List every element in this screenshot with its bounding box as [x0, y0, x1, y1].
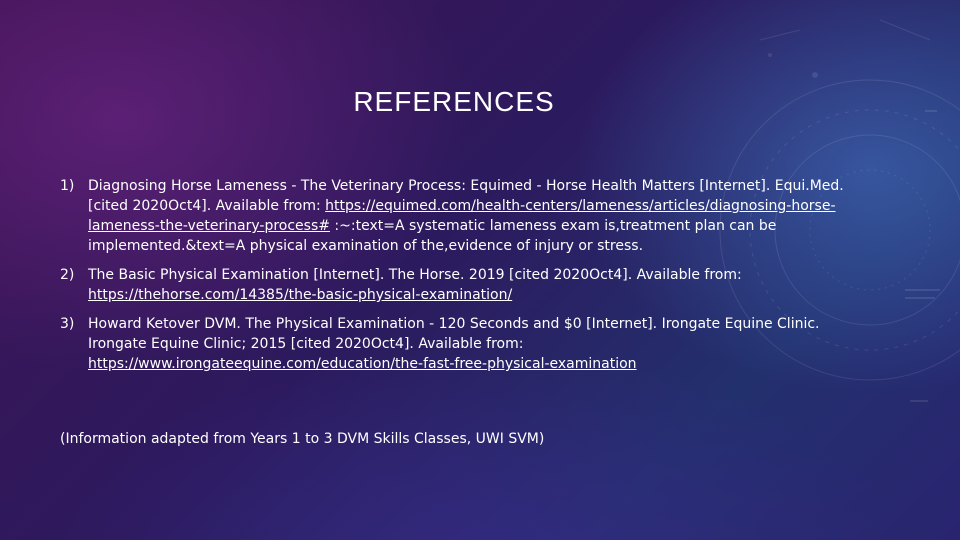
reference-link[interactable]: https://equimed.com/health-centers/lameness/articles/diagnosing-horse-lameness-the-veterinary-process# — [88, 198, 836, 234]
reference-item-3 — [60, 314, 860, 374]
reference-number: 3) — [60, 316, 75, 332]
reference-text-after: :~:text=A systematic lameness exam is,treatment plan can be implemented.&text=A physical examination of the,evidence of injury or stress. — [88, 218, 777, 254]
reference-text: Howard Ketover DVM. The Physical Examination - 120 Seconds and $0 [Internet]. Irongate Equine Clinic. Irongate Equine Clinic; 2015 [cited 2020Oct4]. Available from: — [88, 316, 820, 352]
reference-text: Diagnosing Horse Lameness - The Veterinary Process: Equimed - Horse Health Matters [Internet]. Equi.Med. [cited 2020Oct4]. Available from: — [88, 178, 844, 214]
reference-number: 2) — [60, 267, 75, 283]
reference-item-2 — [60, 265, 860, 305]
reference-text: The Basic Physical Examination [Internet]. The Horse. 2019 [cited 2020Oct4]. Available from: — [88, 267, 742, 283]
reference-link[interactable]: https://thehorse.com/14385/the-basic-physical-examination/ — [88, 287, 513, 303]
reference-list — [60, 176, 860, 383]
reference-number: 1) — [60, 178, 75, 194]
reference-item-1 — [60, 176, 860, 256]
reference-link[interactable]: https://www.irongateequine.com/education/the-fast-free-physical-examination — [88, 356, 637, 372]
source-note: (Information adapted from Years 1 to 3 DVM Skills Classes, UWI SVM) — [60, 431, 545, 447]
page-title: REFERENCES — [353, 86, 555, 117]
